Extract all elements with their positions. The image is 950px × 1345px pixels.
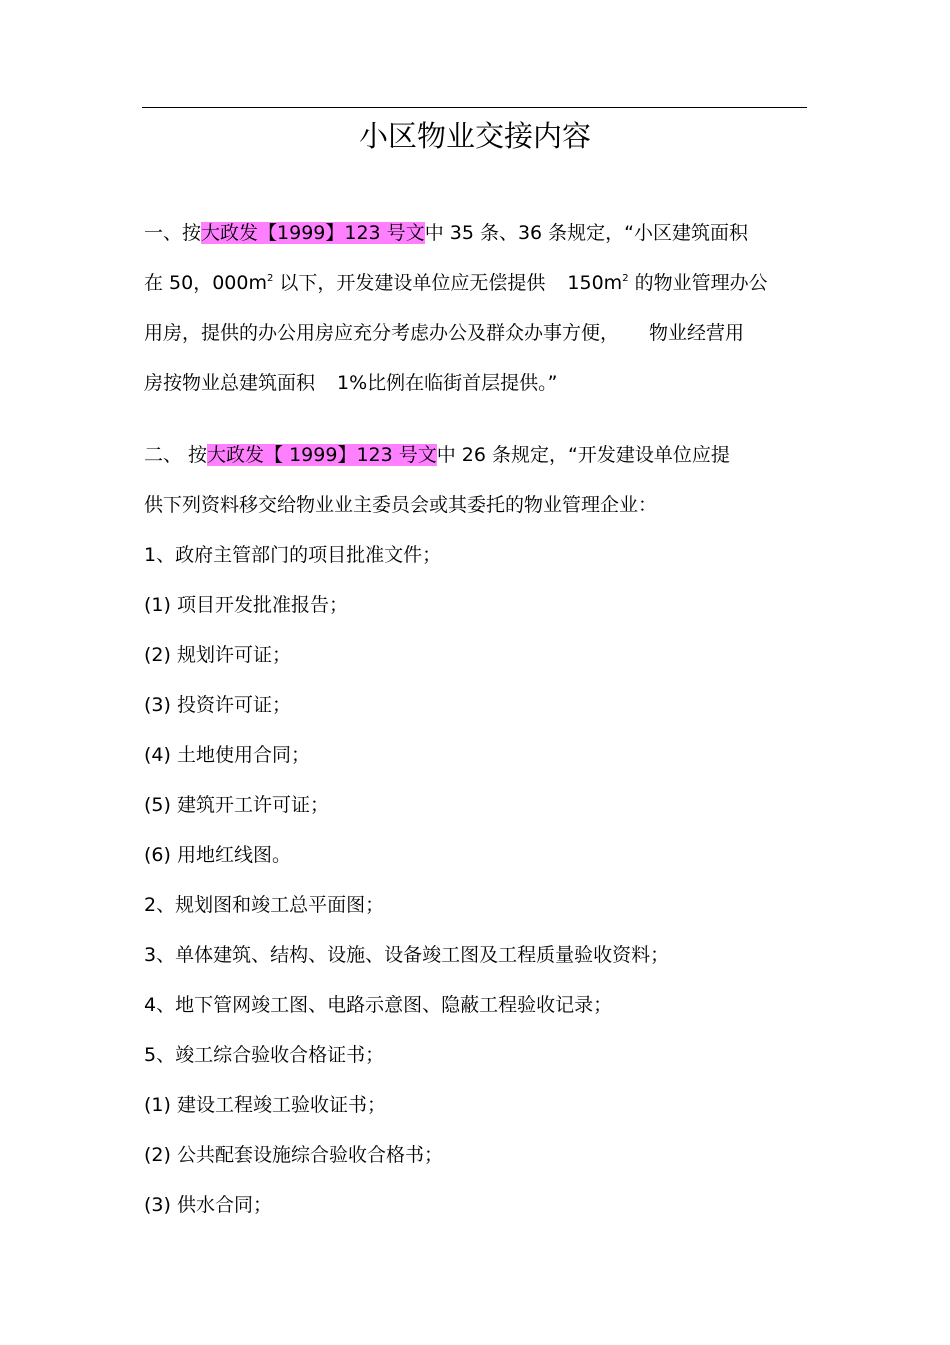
para1-line4 [144, 368, 558, 398]
list-item: 3、单体建筑、结构、设施、设备竣工图及工程质量验收资料； [144, 944, 670, 966]
para1-text: 以下，开发建设单位应无偿提供 [273, 272, 546, 294]
para1-text: 的物业管理办公 [628, 272, 768, 294]
superscript: 2 [622, 273, 629, 284]
para2-line1-rest: 中 26 条规定，“开发建设单位应提 [436, 444, 730, 466]
para1-text: 在 50，000m [144, 272, 267, 294]
para2-prefix: 二、 按 [144, 444, 208, 466]
list-item: (3) 投资许可证； [144, 694, 291, 716]
list-item: (1) 项目开发批准报告； [144, 594, 348, 616]
para1-line3 [144, 318, 744, 348]
para2-line1 [144, 440, 730, 470]
list-item: 2、规划图和竣工总平面图； [144, 894, 385, 916]
para1-line1 [144, 218, 748, 248]
superscript: 2 [267, 273, 274, 284]
para1-line1-rest: 中 35 条、36 条规定，“小区建筑面积 [424, 222, 749, 244]
para1-text: 房按物业总建筑面积 [144, 372, 316, 394]
list-item: (2) 规划许可证； [144, 644, 291, 666]
list-item: (4) 土地使用合同； [144, 744, 310, 766]
list-item: (3) 供水合同； [144, 1194, 272, 1216]
list-item: (6) 用地红线图。 [144, 844, 291, 866]
para1-line2 [144, 268, 768, 298]
highlighted-reference: 大政发【 1999】123 号文 [207, 444, 437, 466]
para1-text: 用房，提供的办公用房应充分考虑办公及群众办事方便， [144, 322, 620, 344]
list-item: 5、竣工综合验收合格证书； [144, 1044, 385, 1066]
para1-text: 1%比例在临街首层提供。” [337, 372, 558, 394]
list-item: 4、地下管网竣工图、电路示意图、隐蔽工程验收记录； [144, 994, 613, 1016]
para2-line2: 供下列资料移交给物业业主委员会或其委托的物业管理企业： [144, 494, 658, 516]
list-item: (5) 建筑开工许可证； [144, 794, 329, 816]
header-rule [142, 107, 807, 108]
list-item: (1) 建设工程竣工验收证书； [144, 1094, 386, 1116]
para1-prefix: 一、按 [144, 222, 202, 244]
para1-text: 150m [567, 272, 623, 294]
document-title: 小区物业交接内容 [358, 119, 591, 153]
list-item: 1、政府主管部门的项目批准文件； [144, 544, 442, 566]
para1-text: 物业经营用 [649, 322, 745, 344]
list-item: (2) 公共配套设施综合验收合格书； [144, 1144, 443, 1166]
highlighted-reference: 大政发【1999】123 号文 [201, 222, 425, 244]
